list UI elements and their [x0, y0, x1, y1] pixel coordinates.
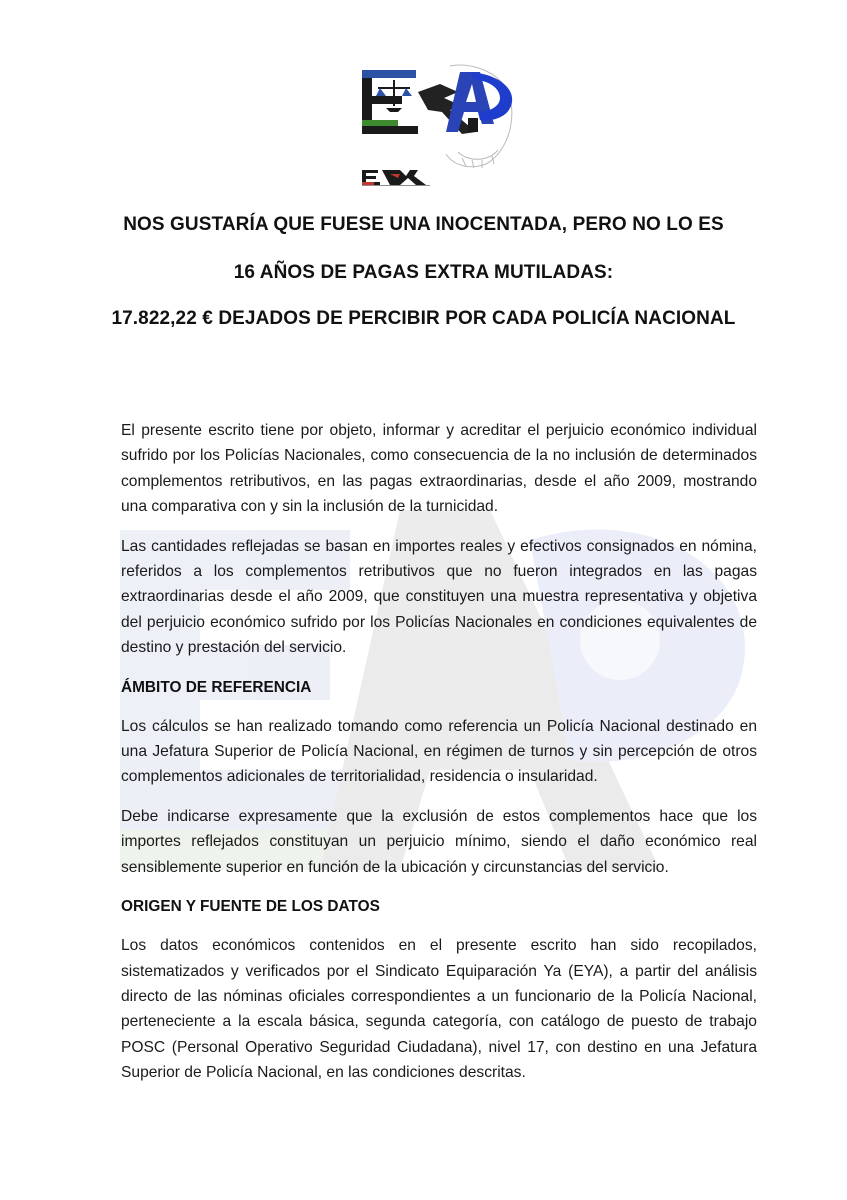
title-line-3: 17.822,22 € DEJADOS DE PERCIBIR POR CADA POLICÍA NACIONAL: [111, 308, 736, 329]
section-heading-origen: ORIGEN Y FUENTE DE LOS DATOS: [121, 898, 380, 916]
paragraph-intro: El presente escrito tiene por objeto, informar y acreditar el perjuicio económico individual sufrido por los Policías Nacionales, como consecuencia de la no inclusión de determinados complementos retributivos, en las pagas extraordinarias, desde el año 2009, mostrando una comparativa con y sin la inclusión de la turnicidad.: [121, 422, 757, 516]
eya-small-logo: [360, 166, 432, 186]
paragraph-calculos: Los cálculos se han realizado tomando como referencia un Policía Nacional destinado en una Jefatura Superior de Policía Nacional, en régimen de turnos y sin percepción de otros complementos adicionales de territorialidad, residencia o insularidad.: [121, 717, 757, 786]
paragraph-datos: Los datos económicos contenidos en el presente escrito han sido recopilados, sistematizados y verificados por el Sindicato Equiparación Ya (EYA), a partir del análisis directo de las nóminas oficiales correspondientes a un funcionario de la Policía Nacional, perteneciente a la escala básica, segunda categoría, con catálogo de puesto de trabajo POSC (Personal Operativo Seguridad Ciudadana), nivel 17, con destino en una Jefatura Superior de Policía Nacional, en las condiciones descritas.: [121, 937, 757, 1082]
paragraph-cantidades: Las cantidades reflejadas se basan en importes reales y efectivos consignados en nómina, referidos a los complementos retributivos que no fueron integrados en las pagas extraordinarias desde el año 2009, que constituyen una muestra representativa y objetiva del perjuicio económico sufrido por los Policías Nacionales en condiciones equivalentes de destino y prestación del servicio.: [121, 537, 757, 657]
title-line-1: NOS GUSTARÍA QUE FUESE UNA INOCENTADA, PERO NO LO ES: [123, 214, 724, 235]
eya-logo: [358, 62, 524, 170]
paragraph-exclusion: Debe indicarse expresamente que la exclusión de estos complementos hace que los importes reflejados constituyan un perjuicio mínimo, siendo el daño económico real sensiblemente superior en función de la ubicación y circunstancias del servicio.: [121, 807, 757, 876]
title-line-2: 16 AÑOS DE PAGAS EXTRA MUTILADAS:: [233, 262, 614, 283]
document-body: [121, 418, 757, 1100]
section-heading-ambito: ÁMBITO DE REFERENCIA: [121, 678, 312, 696]
